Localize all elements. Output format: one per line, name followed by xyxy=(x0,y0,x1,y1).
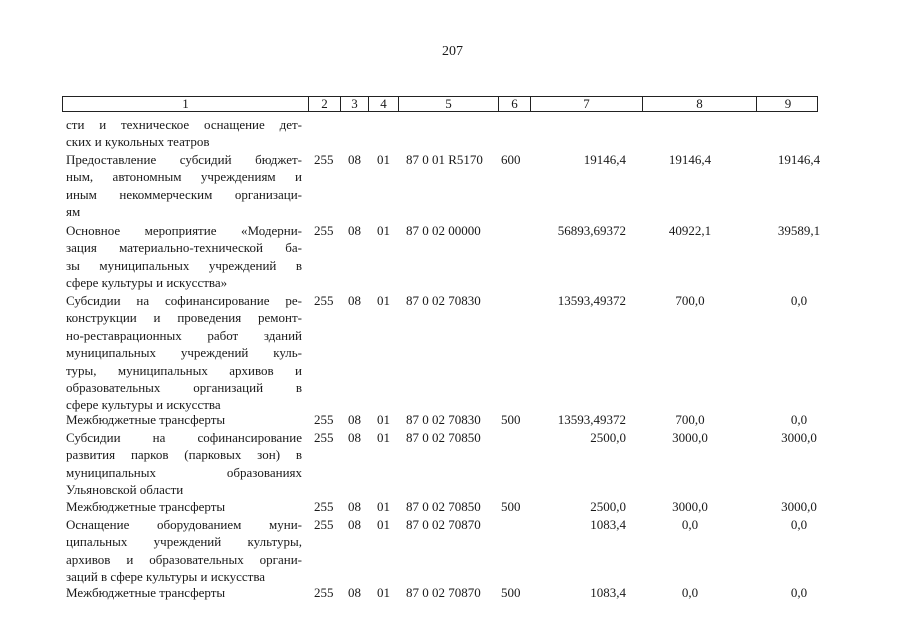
amount-col7-cell: 13593,49372 xyxy=(557,412,626,427)
ministry-cell: 255 xyxy=(314,293,334,308)
description-line: сфере культуры и искусства xyxy=(66,397,221,413)
description-line: Предоставление субсидий бюджет- xyxy=(66,152,302,167)
section-cell: 08 xyxy=(348,223,361,238)
description-line: Межбюджетные трансферты xyxy=(66,585,226,600)
header-col-7: 7 xyxy=(531,97,643,111)
subsection-cell: 01 xyxy=(377,517,390,532)
amount-col9-cell: 19146,4 xyxy=(777,152,821,167)
target-code-cell: 87 0 02 70850 xyxy=(406,499,481,514)
expense-type-cell: 600 xyxy=(501,152,521,167)
page-number: 207 xyxy=(442,44,463,59)
expense-type-cell: 500 xyxy=(501,499,521,514)
amount-col9-cell: 0,0 xyxy=(790,585,808,600)
description-line: муниципальных образованиях xyxy=(66,464,302,480)
subsection-cell: 01 xyxy=(377,585,390,600)
description-line: архивов и образовательных органи- xyxy=(66,551,302,567)
amount-col7-cell: 2500,0 xyxy=(590,430,626,445)
ministry-cell: 255 xyxy=(314,223,334,238)
ministry-cell: 255 xyxy=(314,430,334,445)
description-line: Основное мероприятие «Модерни- xyxy=(66,223,302,238)
subsection-cell: 01 xyxy=(377,430,390,445)
description-line: Субсидии на софинансирование xyxy=(66,430,302,445)
amount-col7-cell: 56893,69372 xyxy=(557,223,626,238)
amount-col9-cell: 3000,0 xyxy=(781,430,817,445)
amount-col7-cell: 2500,0 xyxy=(590,499,626,514)
amount-col8-cell: 700,0 xyxy=(675,293,705,308)
amount-col7-cell: 13593,49372 xyxy=(557,293,626,308)
amount-col7-cell: 1083,4 xyxy=(590,517,626,532)
subsection-cell: 01 xyxy=(377,412,390,427)
description-line: Межбюджетные трансферты xyxy=(66,412,226,427)
amount-col8-cell: 0,0 xyxy=(681,517,699,532)
section-cell: 08 xyxy=(348,517,361,532)
section-cell: 08 xyxy=(348,585,361,600)
header-col-6: 6 xyxy=(499,97,531,111)
description-line: ям xyxy=(66,204,81,220)
row-description xyxy=(66,222,302,292)
row-description xyxy=(66,498,302,515)
target-code-cell: 87 0 02 70870 xyxy=(406,585,481,600)
section-cell: 08 xyxy=(348,430,361,445)
amount-col9-cell: 0,0 xyxy=(790,293,808,308)
description-line: Ульяновской области xyxy=(66,482,184,498)
description-line: Субсидии на софинансирование ре- xyxy=(66,293,302,308)
amount-col9-cell: 3000,0 xyxy=(781,499,817,514)
target-code-cell: 87 0 01 R5170 xyxy=(406,152,483,167)
description-line: сфере культуры и искусства» xyxy=(66,275,228,291)
section-cell: 08 xyxy=(348,499,361,514)
table-header xyxy=(62,96,818,112)
subsection-cell: 01 xyxy=(377,293,390,308)
subsection-cell: 01 xyxy=(377,152,390,167)
description-line: ным, автономным учреждениям и xyxy=(66,169,302,185)
ministry-cell: 255 xyxy=(314,585,334,600)
header-col-8: 8 xyxy=(643,97,757,111)
description-line: ципальных учреждений культуры, xyxy=(66,534,302,550)
row-description xyxy=(66,151,302,221)
description-line: туры, муниципальных архивов и xyxy=(66,362,302,378)
row-description xyxy=(66,429,302,499)
ministry-cell: 255 xyxy=(314,499,334,514)
subsection-cell: 01 xyxy=(377,223,390,238)
description-line: зы муниципальных учреждений в xyxy=(66,257,302,273)
amount-col7-cell: 1083,4 xyxy=(590,585,626,600)
header-col-3: 3 xyxy=(341,97,369,111)
row-description xyxy=(66,516,302,586)
description-line: Межбюджетные трансферты xyxy=(66,499,226,514)
row-description xyxy=(66,584,302,601)
header-col-1: 1 xyxy=(63,97,309,111)
description-line: муниципальных учреждений куль- xyxy=(66,345,302,361)
description-line: иным некоммерческим организаци- xyxy=(66,186,302,202)
subsection-cell: 01 xyxy=(377,499,390,514)
section-cell: 08 xyxy=(348,152,361,167)
header-col-9: 9 xyxy=(784,96,792,111)
amount-col9-cell: 39589,1 xyxy=(777,223,821,238)
amount-col8-cell: 3000,0 xyxy=(672,499,708,514)
expense-type-cell: 500 xyxy=(501,412,521,427)
description-line: заций в сфере культуры и искусства xyxy=(66,569,266,585)
amount-col8-cell: 40922,1 xyxy=(668,223,712,238)
description-line: но-реставрационных работ зданий xyxy=(66,327,302,343)
amount-col9-cell: 0,0 xyxy=(790,412,808,427)
description-line: сти и техническое оснащение дет- xyxy=(66,117,302,132)
description-line: зация материально-технической ба- xyxy=(66,240,302,256)
row-description xyxy=(66,116,302,151)
ministry-cell: 255 xyxy=(314,517,334,532)
description-line: Оснащение оборудованием муни- xyxy=(66,517,302,532)
description-line: развития парков (парковых зон) в xyxy=(66,447,302,463)
ministry-cell: 255 xyxy=(314,152,334,167)
row-description xyxy=(66,411,302,428)
target-code-cell: 87 0 02 70830 xyxy=(406,293,481,308)
target-code-cell: 87 0 02 70830 xyxy=(406,412,481,427)
amount-col9-cell: 0,0 xyxy=(790,517,808,532)
amount-col8-cell: 19146,4 xyxy=(668,152,712,167)
expense-type-cell: 500 xyxy=(501,585,521,600)
amount-col8-cell: 3000,0 xyxy=(672,430,708,445)
header-col-5: 5 xyxy=(399,97,499,111)
target-code-cell: 87 0 02 70850 xyxy=(406,430,481,445)
amount-col7-cell: 19146,4 xyxy=(583,152,626,167)
target-code-cell: 87 0 02 00000 xyxy=(406,223,481,238)
target-code-cell: 87 0 02 70870 xyxy=(406,517,481,532)
amount-col8-cell: 0,0 xyxy=(681,585,699,600)
ministry-cell: 255 xyxy=(314,412,334,427)
header-col-4: 4 xyxy=(369,97,399,111)
section-cell: 08 xyxy=(348,293,361,308)
row-description xyxy=(66,292,302,414)
description-line: образовательных организаций в xyxy=(66,380,302,396)
section-cell: 08 xyxy=(348,412,361,427)
amount-col8-cell: 700,0 xyxy=(675,412,705,427)
description-line: конструкции и проведения ремонт- xyxy=(66,310,302,326)
description-line: ских и кукольных театров xyxy=(66,134,210,150)
header-col-2: 2 xyxy=(309,97,341,111)
